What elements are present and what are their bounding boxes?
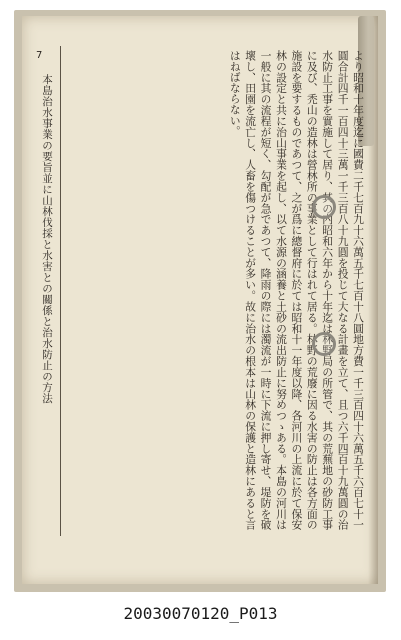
archive-id-caption: 20030070120_P013 <box>123 604 278 623</box>
body-text: より昭和十年度迄に國費二千七百九十六萬五千七百十八圓地方費一千三百四十六萬五千六百七十一圓合計四千一百四十三萬一千三百八十九圓を投じて大なる計畫を立て、且つ六千四百十九萬圓の治水防止工事を實施して居り、其の内昭和六年から十年迄は林野局の所管で、其の荒蕪地の砂防工事に及び、禿山の造林は營林所の事業として行はれて居る。林野の荒廢に因る水害の防止は各方面の施設を要するものであつて、之が爲に總督府に於ては昭和十一年度以降、各河川の上流に於て保安林の設定と共に治山事業を起し、以て水源の涵養と土砂の流出防止に努めつゝある。本島の河川は一般に其の流程が短く、勾配が急であつて、降雨の際には濁流が一時に下流に押し寄せ、堤防を破壞し、田園を流亡し、人畜を傷つけることが多い。故に治水の根本は山林の保護と造林にあると言はねばならない。 <box>228 50 365 530</box>
page-header-column <box>30 46 61 536</box>
page-number: 7 <box>36 50 43 61</box>
running-title: 本島治水事業の要旨並に山林伐採と水害との關係と治水防止の方法 <box>41 74 53 404</box>
binding-ring-icon <box>312 332 336 356</box>
document-page <box>22 16 378 584</box>
binding-ring-icon <box>312 195 336 219</box>
